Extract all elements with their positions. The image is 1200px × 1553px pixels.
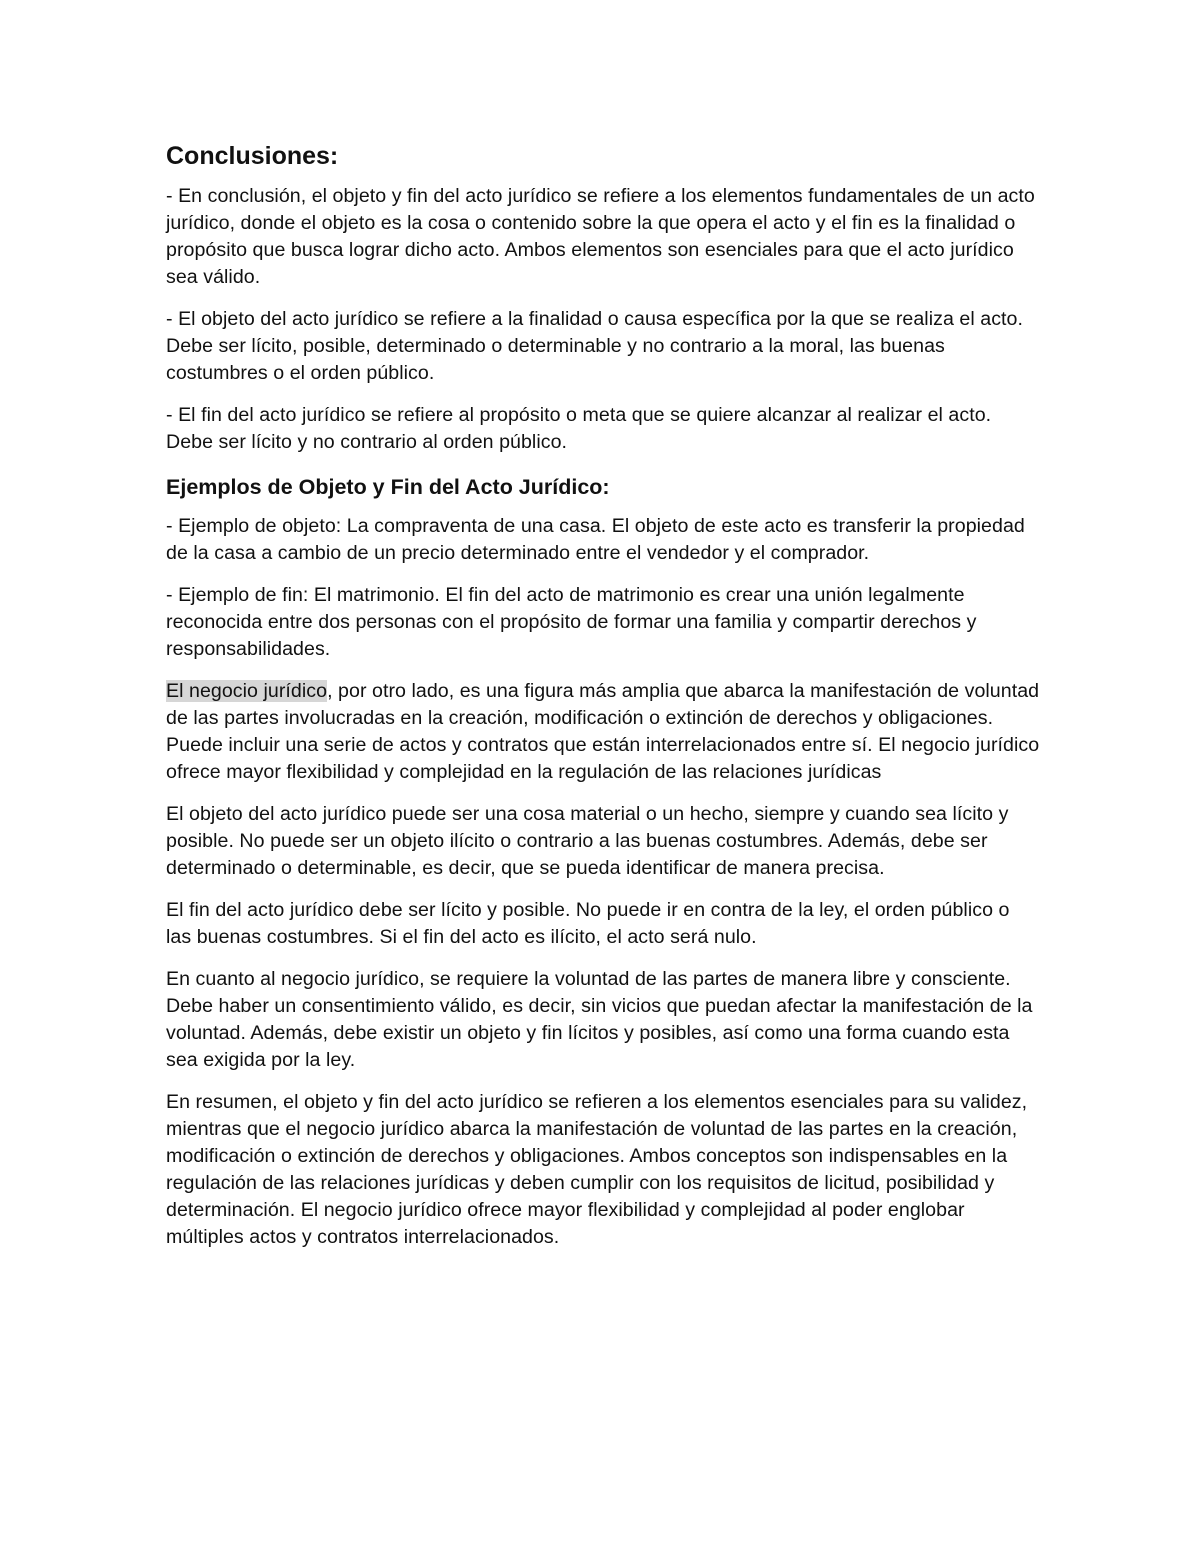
heading-conclusiones: Conclusiones: bbox=[166, 142, 339, 170]
paragraph-objeto-material: El objeto del acto jurídico puede ser una cosa material o un hecho, siempre y cuando sea lícito y posible. No puede ser un objeto ilícito o contrario a las buenas costumbres. Además, debe ser determinado o determinable, es decir, que se pueda identificar de manera precisa. bbox=[166, 803, 1009, 879]
paragraph-objeto: - El objeto del acto jurídico se refiere a la finalidad o causa específica por la que se realiza el acto. Debe ser lícito, posible, determinado o determinable y no contrario a la moral, las buenas costumbres o el orden público. bbox=[166, 308, 1023, 384]
highlighted-text[interactable]: El negocio jurídico bbox=[166, 680, 328, 702]
paragraph-voluntad: En cuanto al negocio jurídico, se requiere la voluntad de las partes de manera libre y consciente. Debe haber un consentimiento válido, es decir, sin vicios que puedan afectar la manifestación de la voluntad. Además, debe existir un objeto y fin lícitos y posibles, así como una forma cuando esta sea exigida por la ley. bbox=[166, 968, 1033, 1071]
paragraph-resumen: En resumen, el objeto y fin del acto jurídico se refieren a los elementos esenciales para su validez, mientras que el negocio jurídico abarca la manifestación de voluntad de las partes en la creación, modificación o extinción de derechos y obligaciones. Ambos conceptos son indispensables en la regulación de las relaciones jurídicas y deben cumplir con los requisitos de licitud, posibilidad y determinación. El negocio jurídico ofrece mayor flexibilidad y complejidad al poder englobar múltiples actos y contratos interrelacionados. bbox=[166, 1091, 1028, 1248]
paragraph-ejemplo-fin: - Ejemplo de fin: El matrimonio. El fin del acto de matrimonio es crear una unión legalmente reconocida entre dos personas con el propósito de formar una familia y compartir derechos y responsabilidades. bbox=[166, 584, 977, 660]
heading-ejemplos: Ejemplos de Objeto y Fin del Acto Jurídico: bbox=[166, 475, 610, 499]
document-page bbox=[166, 138, 1040, 1266]
paragraph-fin: - El fin del acto jurídico se refiere al propósito o meta que se quiere alcanzar al realizar el acto. Debe ser lícito y no contrario al orden público. bbox=[166, 404, 992, 453]
paragraph-negocio-juridico bbox=[166, 678, 1040, 786]
paragraph-ejemplo-objeto: - Ejemplo de objeto: La compraventa de una casa. El objeto de este acto es transferir la propiedad de la casa a cambio de un precio determinado entre el vendedor y el comprador. bbox=[166, 515, 1025, 564]
paragraph-negocio-juridico-text: , por otro lado, es una figura más amplia que abarca la manifestación de voluntad de las partes involucradas en la creación, modificación o extinción de derechos y obligaciones. Puede incluir una serie de actos y contratos que están interrelacionados entre sí. El negocio jurídico ofrece mayor flexibilidad y complejidad en la regulación de las relaciones jurídicas bbox=[166, 680, 1040, 783]
paragraph-conclusion-intro: - En conclusión, el objeto y fin del acto jurídico se refiere a los elementos fundamentales de un acto jurídico, donde el objeto es la cosa o contenido sobre la que opera el acto y el fin es la finalidad o propósito que busca lograr dicho acto. Ambos elementos son esenciales para que el acto jurídico sea válido. bbox=[166, 185, 1035, 288]
paragraph-fin-licito: El fin del acto jurídico debe ser lícito y posible. No puede ir en contra de la ley, el orden público o las buenas costumbres. Si el fin del acto es ilícito, el acto será nulo. bbox=[166, 899, 1010, 948]
